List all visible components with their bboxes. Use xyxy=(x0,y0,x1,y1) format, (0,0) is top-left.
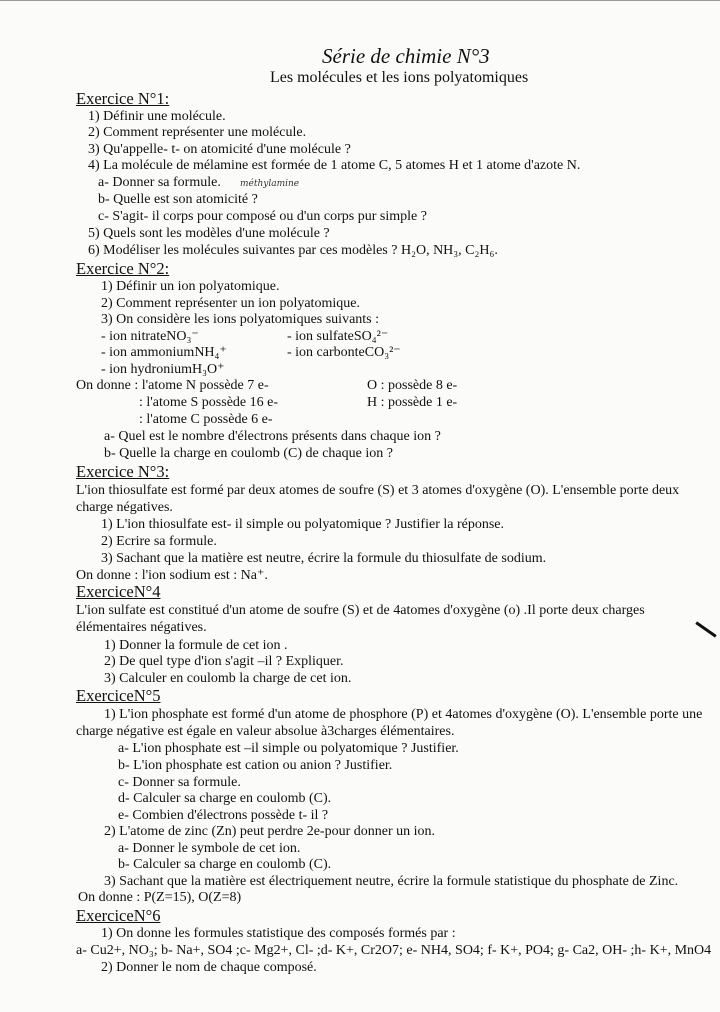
given-line: : l'atome S possède 16 e- xyxy=(139,395,278,410)
ex3-line: On donne : l'ion sodium est : Na⁺. xyxy=(76,568,268,583)
ex4-line: L'ion sulfate est constitué d'un atome de soufre (S) et de 4atomes d'oxygène (o) .Il porte deux charges xyxy=(76,603,645,618)
ex3-line: 1) L'ion thiosulfate est- il simple ou polyatomique ? Justifier la réponse. xyxy=(101,517,504,532)
exercise-2-heading: Exercice N°2: xyxy=(76,259,170,278)
ex1-line: a- Donner sa formule. xyxy=(98,175,221,190)
ex1-line: c- S'agit- il corps pour composé ou d'un corps pur simple ? xyxy=(98,209,427,224)
given-line: H : possède 1 e- xyxy=(367,395,458,410)
given-line: On donne : l'atome N possède 7 e- xyxy=(76,378,269,393)
ex2-question: b- Quelle la charge en coulomb (C) de chaque ion ? xyxy=(104,446,393,461)
ex6-line: 2) Donner le nom de chaque composé. xyxy=(101,960,317,975)
ex4-line: 3) Calculer en coulomb la charge de cet ion. xyxy=(104,671,352,686)
handwritten-note: méthylamine xyxy=(240,179,300,189)
document-subtitle: Les molécules et les ions polyatomiques xyxy=(270,69,529,86)
ex2-question: a- Quel est le nombre d'électrons présents dans chaque ion ? xyxy=(104,429,441,444)
given-line: O : possède 8 e- xyxy=(367,378,458,393)
exercise-3-heading: Exercice N°3: xyxy=(76,462,170,481)
ex6-line: a- Cu2+, NO₃; b- Na+, SO4 ;c- Mg2+, Cl- ;d- K+, Cr2O7; e- NH4, SO4; f- K+, PO4; g- Ca2, OH- ;h- K+, MnO4 xyxy=(76,943,712,958)
ex2-line: 2) Comment représenter un ion polyatomique. xyxy=(101,296,360,311)
ion-item: - ion carbonteCO₃²⁻ xyxy=(287,345,401,360)
ex1-line: 3) Qu'appelle- t- on atomicité d'une molécule ? xyxy=(88,142,351,157)
ion-item: - ion sulfateSO₄²⁻ xyxy=(287,329,389,344)
exercise-1-heading: Exercice N°1: xyxy=(76,89,170,108)
ex5-line: a- Donner le symbole de cet ion. xyxy=(118,841,301,856)
ex3-line: 2) Ecrire sa formule. xyxy=(101,534,217,549)
ex4-line: élémentaires négatives. xyxy=(76,620,207,635)
ex4-line: 2) De quel type d'ion s'agit –il ? Expliquer. xyxy=(104,654,344,669)
ion-item: - ion ammoniumNH₄⁺ xyxy=(101,345,227,360)
ex1-line: b- Quelle est son atomicité ? xyxy=(98,192,258,207)
exercise-4-heading: ExerciceN°4 xyxy=(76,582,161,601)
ex3-line: charge négatives. xyxy=(76,500,173,515)
document-title: Série de chimie N°3 xyxy=(322,44,490,68)
ex5-line: 1) L'ion phosphate est formé d'un atome de phosphore (P) et 4atomes d'oxygène (O). L'ensemble porte une xyxy=(104,707,703,722)
ion-item: - ion nitrateNO₃⁻ xyxy=(101,329,199,344)
pen-mark xyxy=(695,621,716,637)
ex2-line: 3) On considère les ions polyatomiques suivants : xyxy=(101,312,380,327)
ex5-line: On donne : P(Z=15), O(Z=8) xyxy=(78,890,242,905)
ex5-line: charge négative est égale en valeur absolue à3charges élémentaires. xyxy=(76,724,455,739)
ex3-line: 3) Sachant que la matière est neutre, écrire la formule du thiosulfate de sodium. xyxy=(101,551,547,566)
ex5-line: b- L'ion phosphate est cation ou anion ? Justifier. xyxy=(118,758,393,773)
ex6-line: 1) On donne les formules statistique des composés formés par : xyxy=(101,926,456,941)
ion-item: - ion hydroniumH₃O⁺ xyxy=(101,362,225,377)
ex1-line: 2) Comment représenter une molécule. xyxy=(88,125,307,140)
ex1-line: 6) Modéliser les molécules suivantes par ces modèles ? H₂O, NH₃, C₂H₆. xyxy=(88,243,498,258)
ex5-line: 2) L'atome de zinc (Zn) peut perdre 2e-pour donner un ion. xyxy=(104,824,436,839)
ex5-line: 3) Sachant que la matière est électriquement neutre, écrire la formule statistique du phosphate de Zinc. xyxy=(104,874,679,889)
ex5-line: b- Calculer sa charge en coulomb (C). xyxy=(118,857,332,872)
ex5-line: e- Combien d'électrons possède t- il ? xyxy=(118,808,329,823)
ex1-line: 4) La molécule de mélamine est formée de 1 atome C, 5 atomes H et 1 atome d'azote N. xyxy=(88,158,581,173)
exercise-5-heading: ExerciceN°5 xyxy=(76,686,161,705)
ex3-line: L'ion thiosulfate est formé par deux atomes de soufre (S) et 3 atomes d'oxygène (O). L'ensemble porte deux xyxy=(76,483,680,498)
ex2-line: 1) Définir un ion polyatomique. xyxy=(101,279,280,294)
exercise-6-heading: ExerciceN°6 xyxy=(76,906,161,925)
given-line: : l'atome C possède 6 e- xyxy=(139,412,273,427)
ex5-line: c- Donner sa formule. xyxy=(118,775,241,790)
ex1-line: 5) Quels sont les modèles d'une molécule ? xyxy=(88,226,330,241)
ex5-line: d- Calculer sa charge en coulomb (C). xyxy=(118,791,332,806)
ex1-line: 1) Définir une molécule. xyxy=(88,109,226,124)
scan-edge xyxy=(0,0,720,1)
ex5-line: a- L'ion phosphate est –il simple ou polyatomique ? Justifier. xyxy=(118,741,459,756)
ex4-line: 1) Donner la formule de cet ion . xyxy=(104,638,288,653)
